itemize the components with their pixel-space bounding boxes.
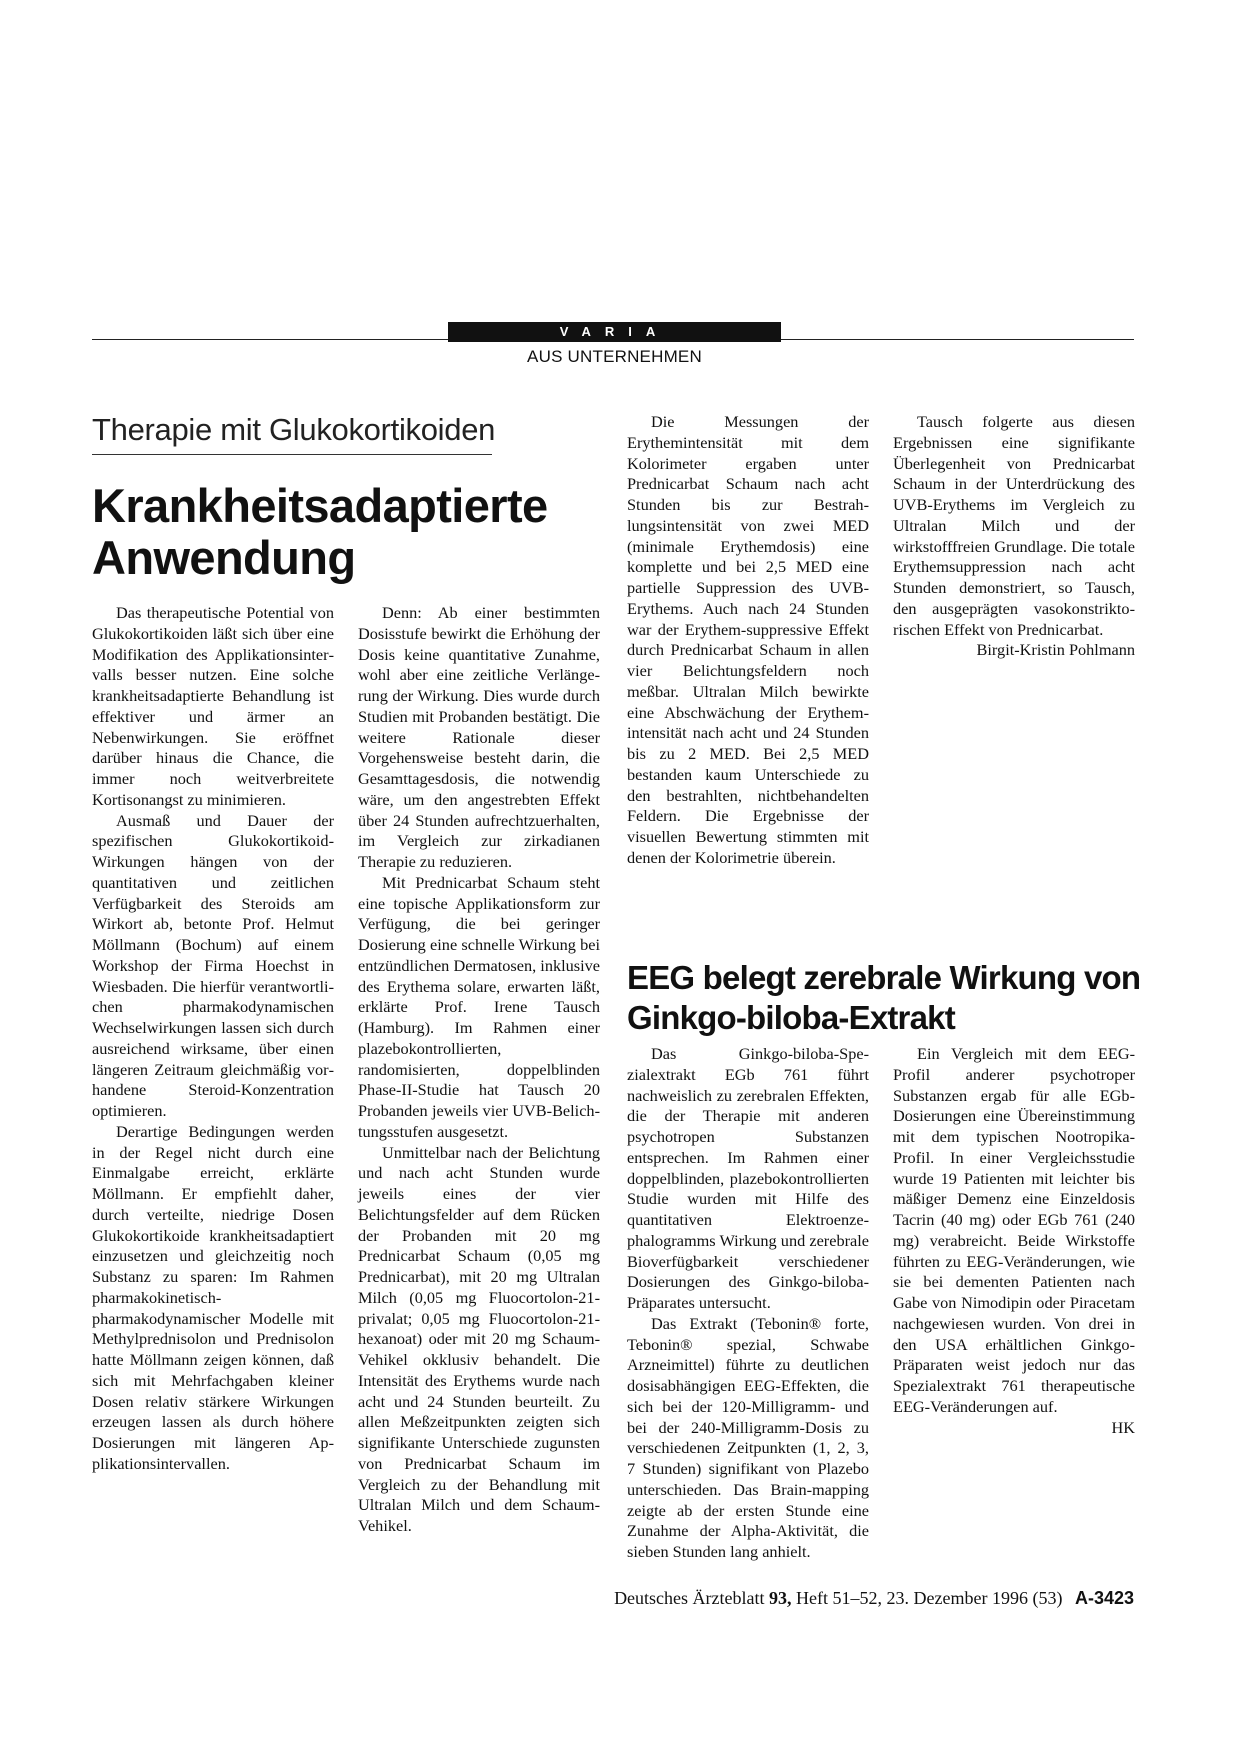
article1-paragraph: Die Messungen der Erythemintensität mit dem Kolorimeter ergaben unter Prednicarbat Schaum nach acht Stunden bis zur Bestrahlungsintensität von zwei MED (minimale Erythemdosis) eine komplette und bei 2,5 MED eine partielle Suppression des UVB-Erythems. Auch nach 24 Stunden war der Erythem-suppressive Effekt durch Prednicarbat Schaum in allen vier Belichtungsfeldern noch meßbar. Ultralan Milch bewirkte eine Abschwächung der Erythemintensität nach acht und 24 Stunden bis zu 2 MED. Bei 2,5 MED bestanden kaum Unterschiede zu den bestrahlten, nichtbehandelten Feldern. Die Ergebnisse der visuellen Bewertung stimmten mit denen der Kolorimetrie überein. [627,412,869,867]
article1-paragraph: Das therapeutische Potential von Glukokortikoiden läßt sich über eine Modifikation des Applikationsintervalls besser nutzen. Eine solche krankheitsadaptierte Behandlung ist effektiver und ärmer an Nebenwirkungen. Sie eröffnet darüber hinaus die Chance, die immer noch weitverbreitete Kortisonangst zu minimieren. [92,603,334,809]
article1-kicker: Therapie mit Glukokortikoiden [92,412,492,455]
article1-column-3 [627,412,869,869]
article1-column-4 [893,412,1135,661]
article1-paragraph: Mit Prednicarbat Schaum steht eine topische Applikationsform zur Verfügung, die bei geringer Dosierung eine schnelle Wirkung bei entzündlichen Dermatosen, inklusive des Erythema solare, erwarten läßt, erklärte Prof. Irene Tausch (Hamburg). Im Rahmen einer plazebokontrollierten, randomisierten, doppelblinden Phase-II-Studie hat Tausch 20 Probanden jeweils vier UVB-Belichtungsstufen ausgesetzt. [358,872,600,1141]
article1-headline: Krankheitsadaptierte Anwendung [92,479,548,584]
article2-column-1 [627,1044,869,1563]
article2-paragraph: Das Extrakt (Tebonin® forte, Tebonin® spezial, Schwabe Arzneimittel) führte zu deutlichen dosisabhängigen EEG-Effekten, die sich bei der 120-Milligramm- und bei der 240-Milligramm-Dosis zu verschiedenen Zeitpunkten (1, 2, 3, 7 Stunden) signifikant von Plazebo unterschieden. Das Brain-mapping zeigte ab der ersten Stunde eine Zunahme der Alpha-Aktivität, die sieben Stunden lang anhielt. [627,1313,869,1561]
footer-page-number: A-3423 [1074,1588,1134,1608]
article1-paragraph: Denn: Ab einer bestimmten Dosisstufe bewirkt die Erhöhung der Dosis keine quantitative Zunahme, wohl aber eine zeitliche Verlängerung der Wirkung. Dies wurde durch Studien mit Probanden bestätigt. Die weitere Rationale dieser Vorgehensweise besteht darin, die Gesamttagesdosis, die notwendig wäre, um den angestrebten Effekt über 24 Stunden aufrechtzuerhalten, im Vergleich zur zirkadianen Therapie zu reduzieren. [358,603,600,871]
article2-column-2 [893,1044,1135,1438]
footer-volume: 93, [769,1588,792,1608]
article2-paragraph: Das Ginkgo-biloba-Spezialextrakt EGb 761 führt nachweislich zu zerebralen Effekten, die der Therapie mit anderen psychotropen Substanzen entsprechen. Im Rahmen einer doppelblinden, plazebokontrollierten Studie wurden mit Hilfe des quantitativen Elektroenzephalogramms Wirkung und zerebrale Bioverfügbarkeit verschiedener Dosierungen des Ginkgo-biloba-Präparates untersucht. [627,1044,869,1312]
article2-paragraph: Ein Vergleich mit dem EEG-Profil anderer psychotroper Substanzen ergab für alle EGb-Dosierungen eine Übereinstimmung mit dem typischen Nootropika-Profil. In einer Vergleichsstudie wurde 19 Patienten mit leichter bis mäßiger Demenz eine Einzeldosis Tacrin (40 mg) oder EGb 761 (240 mg) verabreicht. Beide Wirkstoffe führten zu EEG-Veränderungen, wie sie bei dementen Patienten nach Gabe von Nimodipin oder Piracetam nachgewiesen wurden. Von drei in den USA erhältlichen Ginkgo-Präparaten weist jedoch nur das Spezialextrakt 761 therapeutische EEG-Veränderungen auf. [893,1044,1135,1416]
section-label: VARIA [448,322,781,342]
article1-paragraph: Tausch folgerte aus diesen Ergebnissen eine signifikante Überlegenheit von Prednicarbat Schaum in der Unterdrückung des UVB-Erythems im Vergleich zu Ultralan Milch und der wirkstofffreien Grundlage. Die totale Erythemsuppression nach acht Stunden demonstriert, so Tausch, den ausgeprägten vasokonstriktorischen Effekt von Prednicarbat. [893,412,1135,639]
footer-issue: Heft 51–52, 23. Dezember 1996 (53) [796,1588,1063,1608]
footer-journal: Deutsches Ärzteblatt [614,1588,765,1608]
article2-headline: EEG belegt zerebrale Wirkung von Ginkgo-biloba-Extrakt [627,959,1141,1036]
page-footer [614,1588,1134,1609]
article1-paragraph: Derartige Bedingungen werden in der Regel nicht durch eine Einmalgabe erreicht, erklärte Möllmann. Er empfiehlt daher, durch verteilte, niedrige Dosen Glukokortikoide krankheitsadaptiert einzusetzen und gleichzeitig noch Substanz zu sparen: Im Rahmen pharmakokinetisch-pharmakodynamischer Modelle mit Methylprednisolon und Prednisolon hatte Möllmann zeigen können, daß sich mit Mehrfachgaben kleiner Dosen relativ stärkere Wirkungen erzeugen lassen als durch höhere Dosierungen mit längeren Applikationsintervallen. [92,1121,334,1473]
article1-column-2 [358,603,600,1537]
section-subtitle: AUS UNTERNEHMEN [527,347,702,366]
article2-author: HK [1111,1417,1135,1437]
article1-author: Birgit-Kristin Pohlmann [976,640,1135,660]
article1-paragraph: Ausmaß und Dauer der spezifischen Glukokortikoid-Wirkungen hängen von der quantitativen und zeitlichen Verfügbarkeit des Steroids am Wirkort ab, betonte Prof. Helmut Möllmann (Bochum) auf einem Workshop der Firma Hoechst in Wiesbaden. Die hierfür verantwortlichen pharmakodynamischen Wechselwirkungen lassen sich durch ausreichend wirksame, über einen längeren Zeitraum gleichmäßig vorhandene Steroid-Konzentration optimieren. [92,810,334,1120]
article1-column-1 [92,603,334,1475]
article1-paragraph: Unmittelbar nach der Belichtung und nach acht Stunden wurde jeweils eines der vier Belichtungsfelder auf dem Rücken der Probanden mit 20 mg Prednicarbat Schaum (0,05 mg Prednicarbat), mit 20 mg Ultralan Milch (0,05 mg Fluocortolon-21-privalat; 0,05 mg Fluocortolon-21-hexanoat) oder mit 20 mg Schaum-Vehikel okklusiv behandelt. Die Intensität des Erythems wurde nach acht und 24 Stunden beurteilt. Zu allen Meßzeitpunkten zeigten sich signifikante Unterschiede zugunsten von Prednicarbat Schaum im Vergleich zu der Behandlung mit Ultralan Milch und dem Schaum-Vehikel. [358,1142,600,1535]
